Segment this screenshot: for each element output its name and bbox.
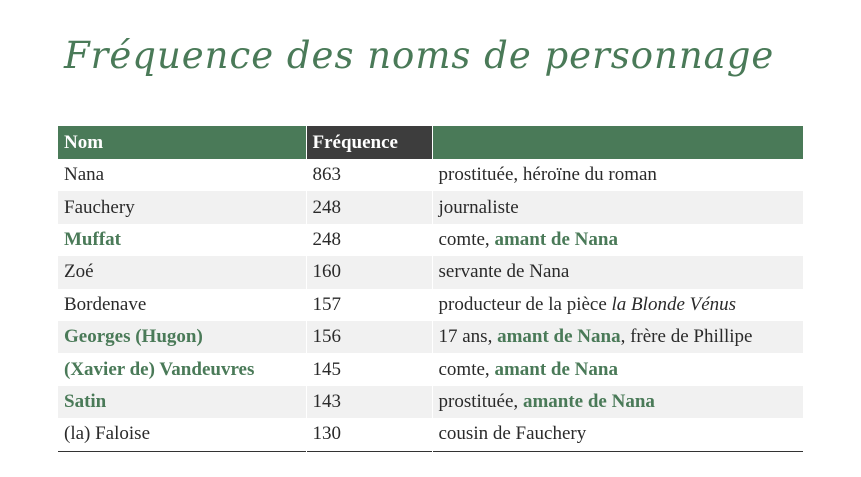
- frequency-cell: 156: [306, 321, 432, 353]
- description-text: servante de Nana: [438, 261, 570, 283]
- table-row: [58, 159, 803, 191]
- frequency-cell: 248: [306, 224, 432, 256]
- description-text: prostituée, héroïne du roman: [438, 164, 657, 186]
- character-name-cell: Bordenave: [58, 289, 306, 321]
- frequency-cell: 130: [306, 418, 432, 451]
- description-cell: [432, 418, 803, 451]
- character-name-cell: Georges (Hugon): [58, 321, 306, 353]
- table-row: [58, 256, 803, 288]
- description-cell: [432, 159, 803, 191]
- description-cell: [432, 353, 803, 385]
- character-name-cell: (la) Faloise: [58, 418, 306, 451]
- relationship-highlight: amante de Nana: [522, 390, 655, 412]
- description-text: prostituée,: [438, 390, 523, 412]
- relationship-highlight: amant de Nana: [494, 228, 618, 250]
- table-row: [58, 224, 803, 256]
- character-name-cell: Satin: [58, 386, 306, 418]
- table-row: [58, 191, 803, 223]
- table-body: [58, 159, 803, 451]
- character-name-cell: (Xavier de) Vandeuvres: [58, 353, 306, 385]
- description-text: comte,: [438, 358, 495, 380]
- table-header: [58, 126, 803, 159]
- character-name-cell: Zoé: [58, 256, 306, 288]
- page-title: Fréquence des noms de personnage: [64, 34, 775, 77]
- character-name-cell: Nana: [58, 159, 306, 191]
- frequency-cell: 248: [306, 191, 432, 223]
- column-header-frequency: Fréquence: [306, 126, 432, 159]
- description-cell: [432, 321, 803, 353]
- description-text: comte,: [438, 228, 495, 250]
- description-cell: [432, 224, 803, 256]
- column-header-name: Nom: [58, 126, 306, 159]
- description-text: cousin de Fauchery: [438, 423, 587, 445]
- description-cell: [432, 191, 803, 223]
- frequency-cell: 143: [306, 386, 432, 418]
- table-row: [58, 353, 803, 385]
- frequency-cell: 863: [306, 159, 432, 191]
- description-cell: [432, 386, 803, 418]
- character-name-cell: Muffat: [58, 224, 306, 256]
- description-text: journaliste: [438, 196, 519, 218]
- table-row: [58, 418, 803, 451]
- description-text: , frère de Phillipe: [620, 326, 753, 348]
- relationship-highlight: amant de Nana: [494, 358, 618, 380]
- description-text: producteur de la pièce: [438, 293, 612, 315]
- table-row: [58, 289, 803, 321]
- description-cell: [432, 256, 803, 288]
- character-frequency-table: [58, 126, 803, 452]
- frequency-cell: 160: [306, 256, 432, 288]
- work-title: la Blonde Vénus: [611, 293, 737, 315]
- table-row: [58, 321, 803, 353]
- frequency-cell: 145: [306, 353, 432, 385]
- table-row: [58, 386, 803, 418]
- description-text: 17 ans,: [438, 326, 498, 348]
- character-name-cell: Fauchery: [58, 191, 306, 223]
- table-header-row: [58, 126, 803, 159]
- description-cell: [432, 289, 803, 321]
- column-header-description: [432, 126, 803, 159]
- relationship-highlight: amant de Nana: [497, 326, 621, 348]
- frequency-cell: 157: [306, 289, 432, 321]
